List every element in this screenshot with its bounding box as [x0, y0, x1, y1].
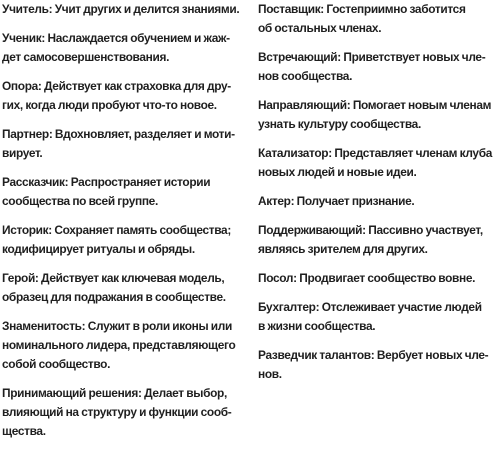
role-entry: Знаменитость: Служит в роли иконы или номинального лидера, представляющего собой сообщество.: [2, 319, 236, 371]
role-entry: Партнер: Вдохновляет, разделяет и моти- вирует.: [2, 127, 235, 160]
role-entry: Поддерживающий: Пассивно участвует, являясь зрителем для других.: [258, 223, 483, 256]
role-entry: Разведчик талантов: Вербует новых чле- нов.: [258, 348, 489, 381]
role-entry: Поставщик: Гостеприимно заботится об остальных членах.: [258, 2, 466, 35]
left-column: [2, 0, 246, 451]
role-entry: Принимающий решения: Делает выбор, влияющий на структуру и функции сооб- щества.: [2, 386, 232, 438]
role-entry: Учитель: Учит других и делится знаниями.: [2, 2, 240, 16]
role-entry: Встречающий: Приветствует новых чле- нов сообщества.: [258, 50, 486, 83]
role-entry: Бухгалтер: Отслеживает участие людей в жизни сообщества.: [258, 300, 482, 333]
role-entry: Направляющий: Помогает новым членам узнать культуру сообщества.: [258, 98, 492, 131]
role-entry: Историк: Сохраняет память сообщества; кодифицирует ритуалы и обряды.: [2, 223, 231, 256]
role-entry: Посол: Продвигает сообщество вовне.: [258, 271, 476, 285]
role-entry: Актер: Получает признание.: [258, 194, 415, 208]
role-entry: Герой: Действует как ключевая модель, образец для подражания в сообществе.: [2, 271, 226, 304]
role-entry: Опора: Действует как страховка для дру- гих, когда люди пробуют что-то новое.: [2, 79, 231, 112]
right-column: [258, 0, 500, 394]
role-entry: Рассказчик: Распространяет истории сообщества по всей группе.: [2, 175, 211, 208]
role-entry: Ученик: Наслаждается обучением и жаж- дет самосовершенствования.: [2, 31, 230, 64]
role-entry: Катализатор: Представляет членам клуба новых людей и новые идеи.: [258, 146, 492, 179]
